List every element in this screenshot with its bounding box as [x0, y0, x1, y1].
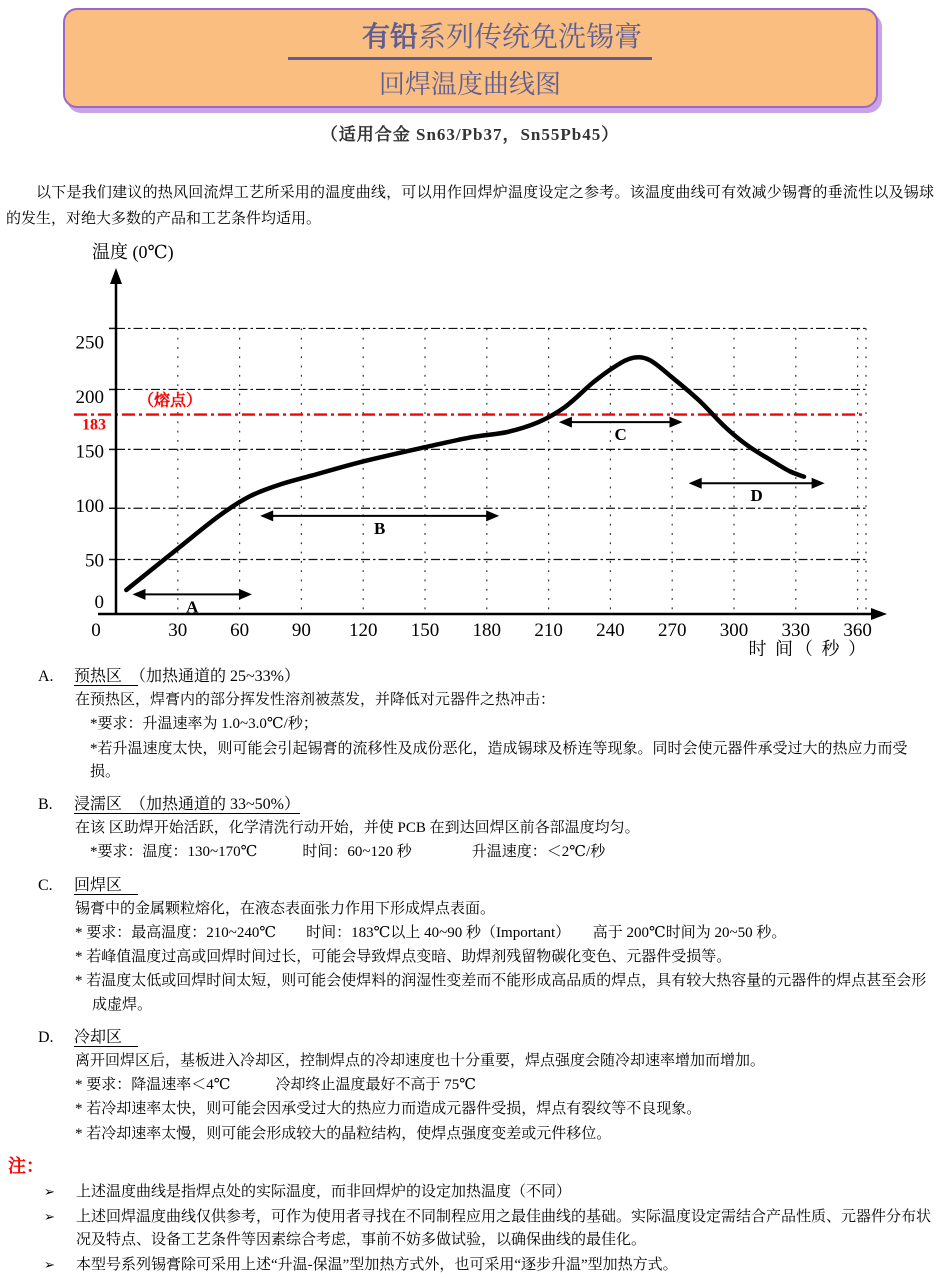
svg-text:330: 330: [781, 620, 811, 641]
section-title: 预热区: [74, 668, 139, 685]
svg-text:210: 210: [534, 620, 563, 641]
zone-label-d: D: [750, 486, 763, 506]
section-paragraph: *若升温速度太快，则可能会引起锡膏的流移性及成份恶化，造成锡球及桥连等现象。同时会使元器件承受过大的热应力而受损。: [90, 740, 908, 780]
section-heading: [38, 791, 940, 814]
zone-label-a: A: [186, 597, 199, 617]
horizontal-gridlines: [116, 328, 866, 559]
page-title-rest: 系列传统免洗锡膏: [418, 22, 643, 53]
section-paragraph: 在预热区，焊膏内的部分挥发性溶剂被蒸发，并降低对元器件之热冲击：: [75, 692, 556, 708]
svg-text:50: 50: [85, 550, 104, 572]
svg-text:150: 150: [410, 620, 440, 641]
notes-list: [0, 1181, 940, 1277]
section-paragraph: *要求：温度：130~170℃ 时间：60~120 秒 升温速度：＜2℃/秒: [90, 844, 606, 861]
section-letter: A.: [38, 668, 54, 685]
section-b: [0, 791, 940, 865]
section-paragraph: * 若冷却速率太快，则可能会因承受过大的热应力而造成元器件受损，焊点有裂纹等不良现象。: [75, 1101, 702, 1118]
svg-text:90: 90: [291, 620, 311, 641]
section-paragraph: * 若温度太低或回焊时间太短，则可能会使焊料的润湿性变差而不能形成高品质的焊点，具有较大热容量的元器件的焊点甚至会形成虚焊。: [75, 973, 927, 1013]
alloy-subtitle: （适用合金 Sn63/Pb37，Sn55Pb45）: [320, 125, 620, 144]
svg-text:0: 0: [91, 620, 101, 641]
section-title: 浸濡区 （加热通道的 33~50%）: [74, 796, 300, 813]
note-text: 上述温度曲线是指焊点处的实际温度，而非回焊炉的设定加热温度（不同）: [76, 1183, 572, 1200]
note-text: 上述回焊温度曲线仅供参考，可作为使用者寻找在不同制程应用之最佳曲线的基础。实际温度设定需结合产品性质、元器件分布状况及特点、设备工艺条件等因素综合考虑，事前不妨多做试验，以确保曲线的最佳化。: [76, 1209, 932, 1248]
section-heading: [38, 663, 940, 686]
section-paragraph: * 要求：最高温度：210~240℃ 时间：183℃以上 40~90 秒（Important） 高于 200℃时间为 20~50 秒。: [75, 924, 787, 941]
section-paragraph: * 若冷却速率太慢，则可能会形成较大的晶粒结构，使焊点强度变差或元件移位。: [75, 1125, 612, 1142]
svg-text:60: 60: [230, 620, 250, 641]
section-paragraph: 在该 区助焊开始活跃，化学清洗行动开始，并使 PCB 在到达回焊区前各部温度均匀。: [75, 820, 640, 836]
zone-label-b: B: [374, 518, 386, 538]
section-title-suffix: （加热通道的 25~33%）: [138, 668, 301, 685]
note-bullet-icon: ➢: [44, 1257, 55, 1273]
section-title: 冷却区: [74, 1028, 139, 1046]
svg-text:150: 150: [75, 441, 104, 463]
svg-text:270: 270: [657, 620, 687, 641]
title-box: [63, 8, 878, 108]
note-text: 本型号系列锡膏除可采用上述“升温-保温”型加热方式外，也可采用“逐步升温”型加热方式。: [76, 1257, 678, 1274]
svg-text:240: 240: [596, 620, 625, 641]
svg-text:0: 0: [94, 592, 104, 613]
section-heading: [38, 872, 940, 895]
section-d: [0, 1024, 940, 1146]
notes-label: 注：: [8, 1155, 44, 1176]
section-paragraph: 离开回焊区后，基板进入冷却区，控制焊点的冷却速度也十分重要，焊点强度会随冷却速率增加而增加。: [75, 1052, 766, 1069]
svg-text:200: 200: [75, 387, 104, 408]
svg-text:360: 360: [843, 620, 872, 641]
page-title: [65, 20, 876, 60]
section-paragraph: 锡膏中的金属颗粒熔化，在液态表面张力作用下形成焊点表面。: [75, 900, 496, 917]
section-letter: D.: [38, 1028, 54, 1046]
note-item: [44, 1206, 932, 1251]
melting-point-value: 183: [82, 416, 106, 434]
section-c: [0, 872, 940, 1017]
vertical-gridlines: [178, 328, 866, 612]
zone-label-c: C: [614, 425, 627, 445]
section-title: 回焊区: [74, 876, 139, 894]
section-paragraph: *要求：升温速率为 1.0~3.0℃/秒；: [90, 716, 318, 733]
section-paragraph: * 若峰值温度过高或回焊时间过长，可能会导致焊点变暗、助焊剂残留物碳化变色、元器件受损等。: [75, 949, 732, 965]
svg-text:30: 30: [168, 620, 188, 641]
svg-text:180: 180: [472, 620, 502, 641]
zone-descriptions: [0, 663, 940, 1146]
note-item: [44, 1254, 932, 1277]
section-letter: B.: [38, 796, 53, 813]
axes: [98, 280, 874, 617]
page-title-line2: 回焊温度曲线图: [378, 70, 561, 100]
section-heading: [38, 1024, 940, 1047]
note-bullet-icon: ➢: [44, 1209, 55, 1225]
svg-text:300: 300: [719, 620, 749, 641]
section-a: [0, 663, 940, 784]
section-letter: C.: [38, 876, 53, 894]
section-paragraph: * 要求：降温速率＜4℃ 冷却终止温度最好不高于 75℃: [75, 1077, 477, 1093]
y-axis-arrow: [110, 268, 122, 284]
svg-text:120: 120: [348, 620, 378, 641]
x-axis-title: 时 间（ 秒 ）: [748, 639, 868, 656]
melting-point-label: （熔点）: [138, 392, 203, 410]
reflow-temperature-chart: [28, 264, 908, 656]
svg-text:250: 250: [75, 332, 104, 354]
page-title-bold: 有铅: [361, 22, 418, 53]
y-axis-title: 温度 (0℃): [92, 242, 174, 262]
note-bullet-icon: ➢: [44, 1183, 55, 1199]
svg-text:100: 100: [75, 496, 104, 517]
document-page: [0, 8, 940, 1274]
x-axis-arrow: [871, 608, 887, 620]
intro-paragraph: 以下是我们建议的热风回流焊工艺所采用的温度曲线，可以用作回焊炉温度设定之参考。该温度曲线可有效减少锡膏的垂流性以及锡球的发生，对绝大多数的产品和工艺条件均适用。: [6, 185, 934, 227]
temperature-curve: [126, 357, 804, 590]
note-item: [44, 1181, 932, 1204]
